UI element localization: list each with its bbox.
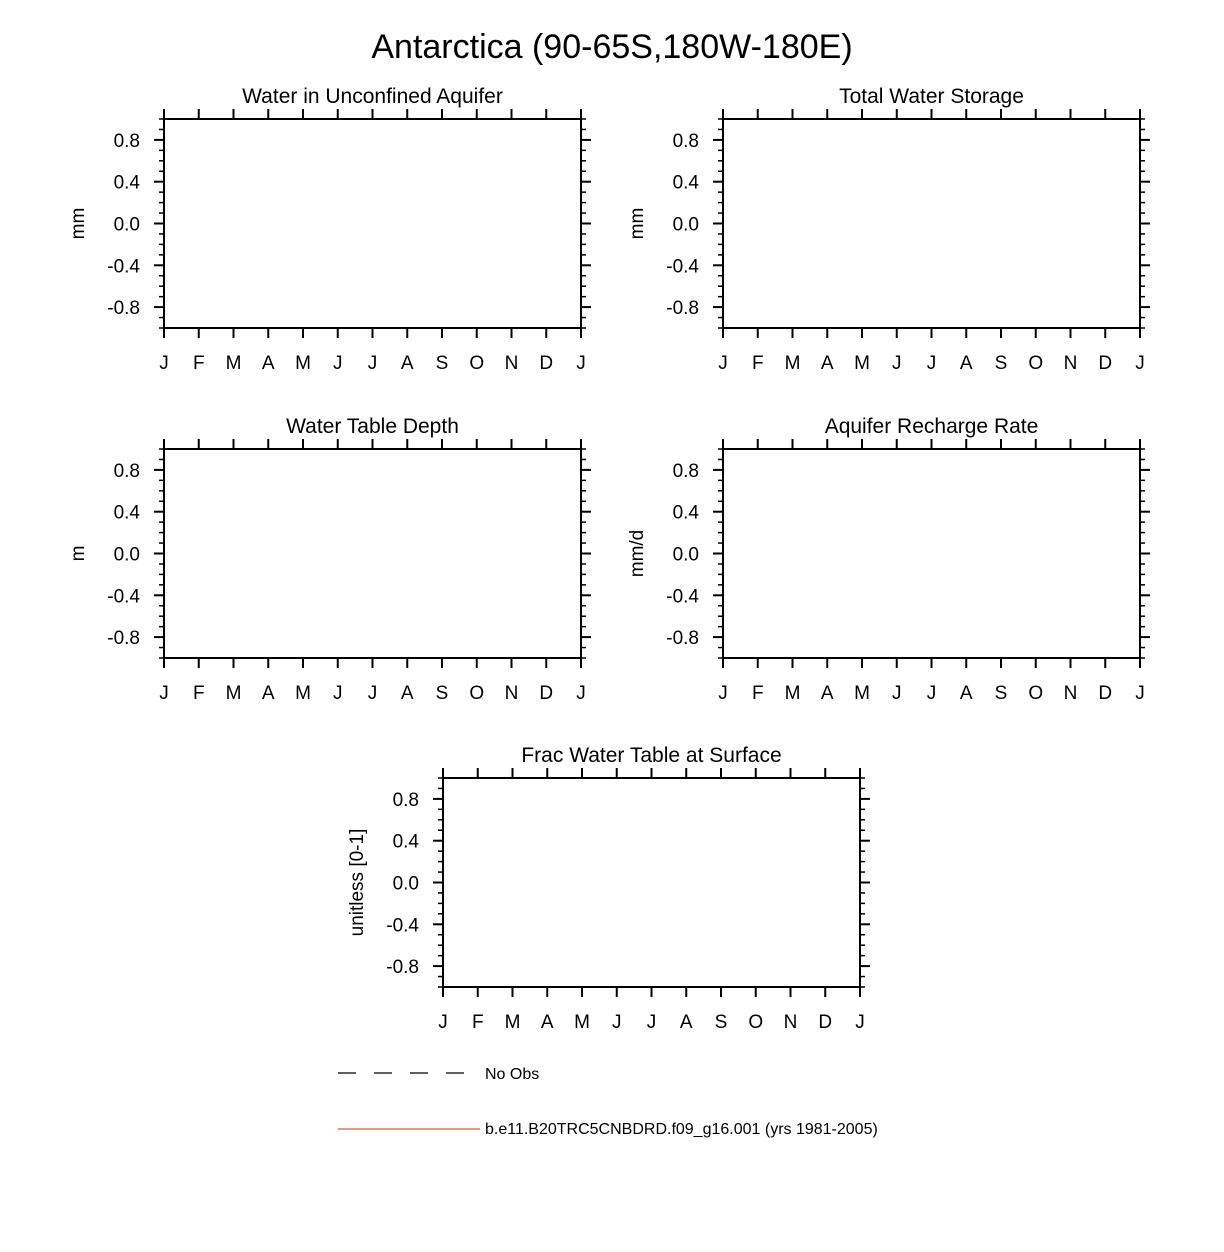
x-tick-label: J	[855, 1012, 865, 1033]
x-tick-label: F	[751, 683, 764, 704]
x-tick-label: N	[1063, 353, 1078, 374]
legend-model-label: b.e11.B20TRC5CNBDRD.f09_g16.001 (yrs 1981-2005)	[485, 1121, 878, 1138]
x-tick-label: S	[994, 683, 1008, 704]
y-axis-label: m	[68, 545, 89, 562]
x-tick-label: A	[261, 683, 275, 704]
y-tick-label: 0.0	[672, 544, 699, 566]
x-tick-label: F	[192, 353, 205, 374]
y-tick-label: 0.4	[672, 502, 699, 524]
x-tick-label: O	[1028, 353, 1044, 374]
x-tick-label: F	[471, 1012, 484, 1033]
x-tick-label: N	[1063, 683, 1078, 704]
x-tick-label: J	[576, 353, 586, 374]
y-tick-label: -0.4	[666, 256, 699, 278]
x-tick-label: A	[540, 1012, 554, 1033]
panel-title: Water in Unconfined Aquifer	[242, 85, 503, 108]
y-tick-label: 0.0	[113, 544, 140, 566]
plot-frame	[164, 449, 581, 658]
x-tick-label: J	[926, 353, 937, 374]
y-tick-label: 0.4	[113, 172, 140, 194]
x-tick-label: F	[192, 683, 205, 704]
x-tick-label: A	[959, 353, 973, 374]
x-tick-label: A	[400, 353, 414, 374]
x-tick-label: J	[333, 683, 343, 704]
y-tick-label: -0.4	[666, 586, 699, 608]
x-tick-label: J	[1135, 353, 1145, 374]
plot-frame	[443, 778, 860, 987]
y-tick-label: -0.4	[107, 586, 140, 608]
y-tick-label: 0.4	[672, 172, 699, 194]
y-tick-label: 0.8	[113, 130, 140, 152]
x-tick-label: M	[295, 353, 311, 374]
x-tick-label: J	[718, 683, 728, 704]
x-tick-label: D	[818, 1012, 833, 1033]
x-tick-label: J	[926, 683, 937, 704]
plot-frame	[164, 119, 581, 328]
x-tick-label: J	[159, 683, 169, 704]
x-tick-label: N	[504, 353, 519, 374]
panel-title: Total Water Storage	[839, 85, 1024, 108]
y-tick-label: -0.8	[107, 298, 140, 320]
y-tick-label: -0.8	[666, 628, 699, 650]
y-tick-label: 0.8	[672, 460, 699, 482]
y-axis-label: unitless [0-1]	[347, 828, 368, 937]
x-tick-label: J	[612, 1012, 622, 1033]
x-tick-label: M	[784, 353, 801, 374]
y-tick-label: 0.4	[392, 831, 419, 853]
x-tick-label: J	[646, 1012, 657, 1033]
x-tick-label: S	[435, 353, 449, 374]
x-tick-label: A	[959, 683, 973, 704]
x-tick-label: M	[574, 1012, 590, 1033]
x-tick-label: J	[718, 353, 728, 374]
x-tick-label: M	[225, 353, 242, 374]
x-tick-label: N	[783, 1012, 798, 1033]
y-tick-label: 0.0	[392, 873, 419, 895]
x-tick-label: N	[504, 683, 519, 704]
y-tick-label: 0.4	[113, 502, 140, 524]
x-tick-label: J	[367, 353, 378, 374]
y-axis-label: mm	[68, 207, 89, 240]
panel-aquifer-recharge-rate	[627, 415, 1150, 704]
panel-water-table-depth	[68, 415, 591, 704]
y-tick-label: -0.8	[107, 628, 140, 650]
x-tick-label: M	[295, 683, 311, 704]
x-tick-label: A	[820, 353, 834, 374]
x-tick-label: J	[438, 1012, 448, 1033]
x-tick-label: D	[1098, 353, 1113, 374]
panel-title: Water Table Depth	[286, 415, 459, 438]
y-tick-label: -0.8	[666, 298, 699, 320]
x-tick-label: D	[539, 683, 554, 704]
y-tick-label: -0.4	[386, 915, 419, 937]
y-tick-label: 0.0	[113, 214, 140, 236]
x-tick-label: J	[576, 683, 586, 704]
x-tick-label: O	[469, 683, 485, 704]
x-tick-label: A	[261, 353, 275, 374]
x-tick-label: S	[435, 683, 449, 704]
x-tick-label: A	[820, 683, 834, 704]
y-tick-label: 0.0	[672, 214, 699, 236]
y-axis-label: mm	[627, 207, 648, 240]
x-tick-label: J	[333, 353, 343, 374]
x-tick-label: J	[367, 683, 378, 704]
x-tick-label: J	[1135, 683, 1145, 704]
y-tick-label: 0.8	[113, 460, 140, 482]
x-tick-label: J	[159, 353, 169, 374]
panel-frac-water-table-at-surface	[347, 744, 870, 1033]
x-tick-label: S	[994, 353, 1008, 374]
x-tick-label: M	[784, 683, 801, 704]
x-tick-label: M	[225, 683, 242, 704]
panel-title: Aquifer Recharge Rate	[824, 415, 1039, 438]
x-tick-label: D	[1098, 683, 1113, 704]
x-tick-label: O	[748, 1012, 764, 1033]
plot-frame	[723, 119, 1140, 328]
x-tick-label: O	[1028, 683, 1044, 704]
x-tick-label: O	[469, 353, 485, 374]
plot-frame	[723, 449, 1140, 658]
panel-title: Frac Water Table at Surface	[521, 744, 782, 767]
x-tick-label: A	[400, 683, 414, 704]
panel-total-water-storage	[627, 85, 1150, 374]
y-tick-label: 0.8	[392, 789, 419, 811]
x-tick-label: M	[854, 683, 870, 704]
x-tick-label: J	[892, 353, 902, 374]
x-tick-label: A	[679, 1012, 693, 1033]
y-tick-label: 0.8	[672, 130, 699, 152]
y-tick-label: -0.4	[107, 256, 140, 278]
figure-title: Antarctica (90-65S,180W-180E)	[371, 28, 853, 66]
legend-no-obs-label: No Obs	[485, 1066, 540, 1083]
y-tick-label: -0.8	[386, 957, 419, 979]
panel-water-in-unconfined-aquifer	[68, 85, 591, 374]
x-tick-label: J	[892, 683, 902, 704]
x-tick-label: F	[751, 353, 764, 374]
x-tick-label: D	[539, 353, 554, 374]
y-axis-label: mm/d	[627, 529, 648, 578]
legend	[338, 1066, 878, 1138]
x-tick-label: M	[504, 1012, 521, 1033]
x-tick-label: M	[854, 353, 870, 374]
x-tick-label: S	[714, 1012, 728, 1033]
